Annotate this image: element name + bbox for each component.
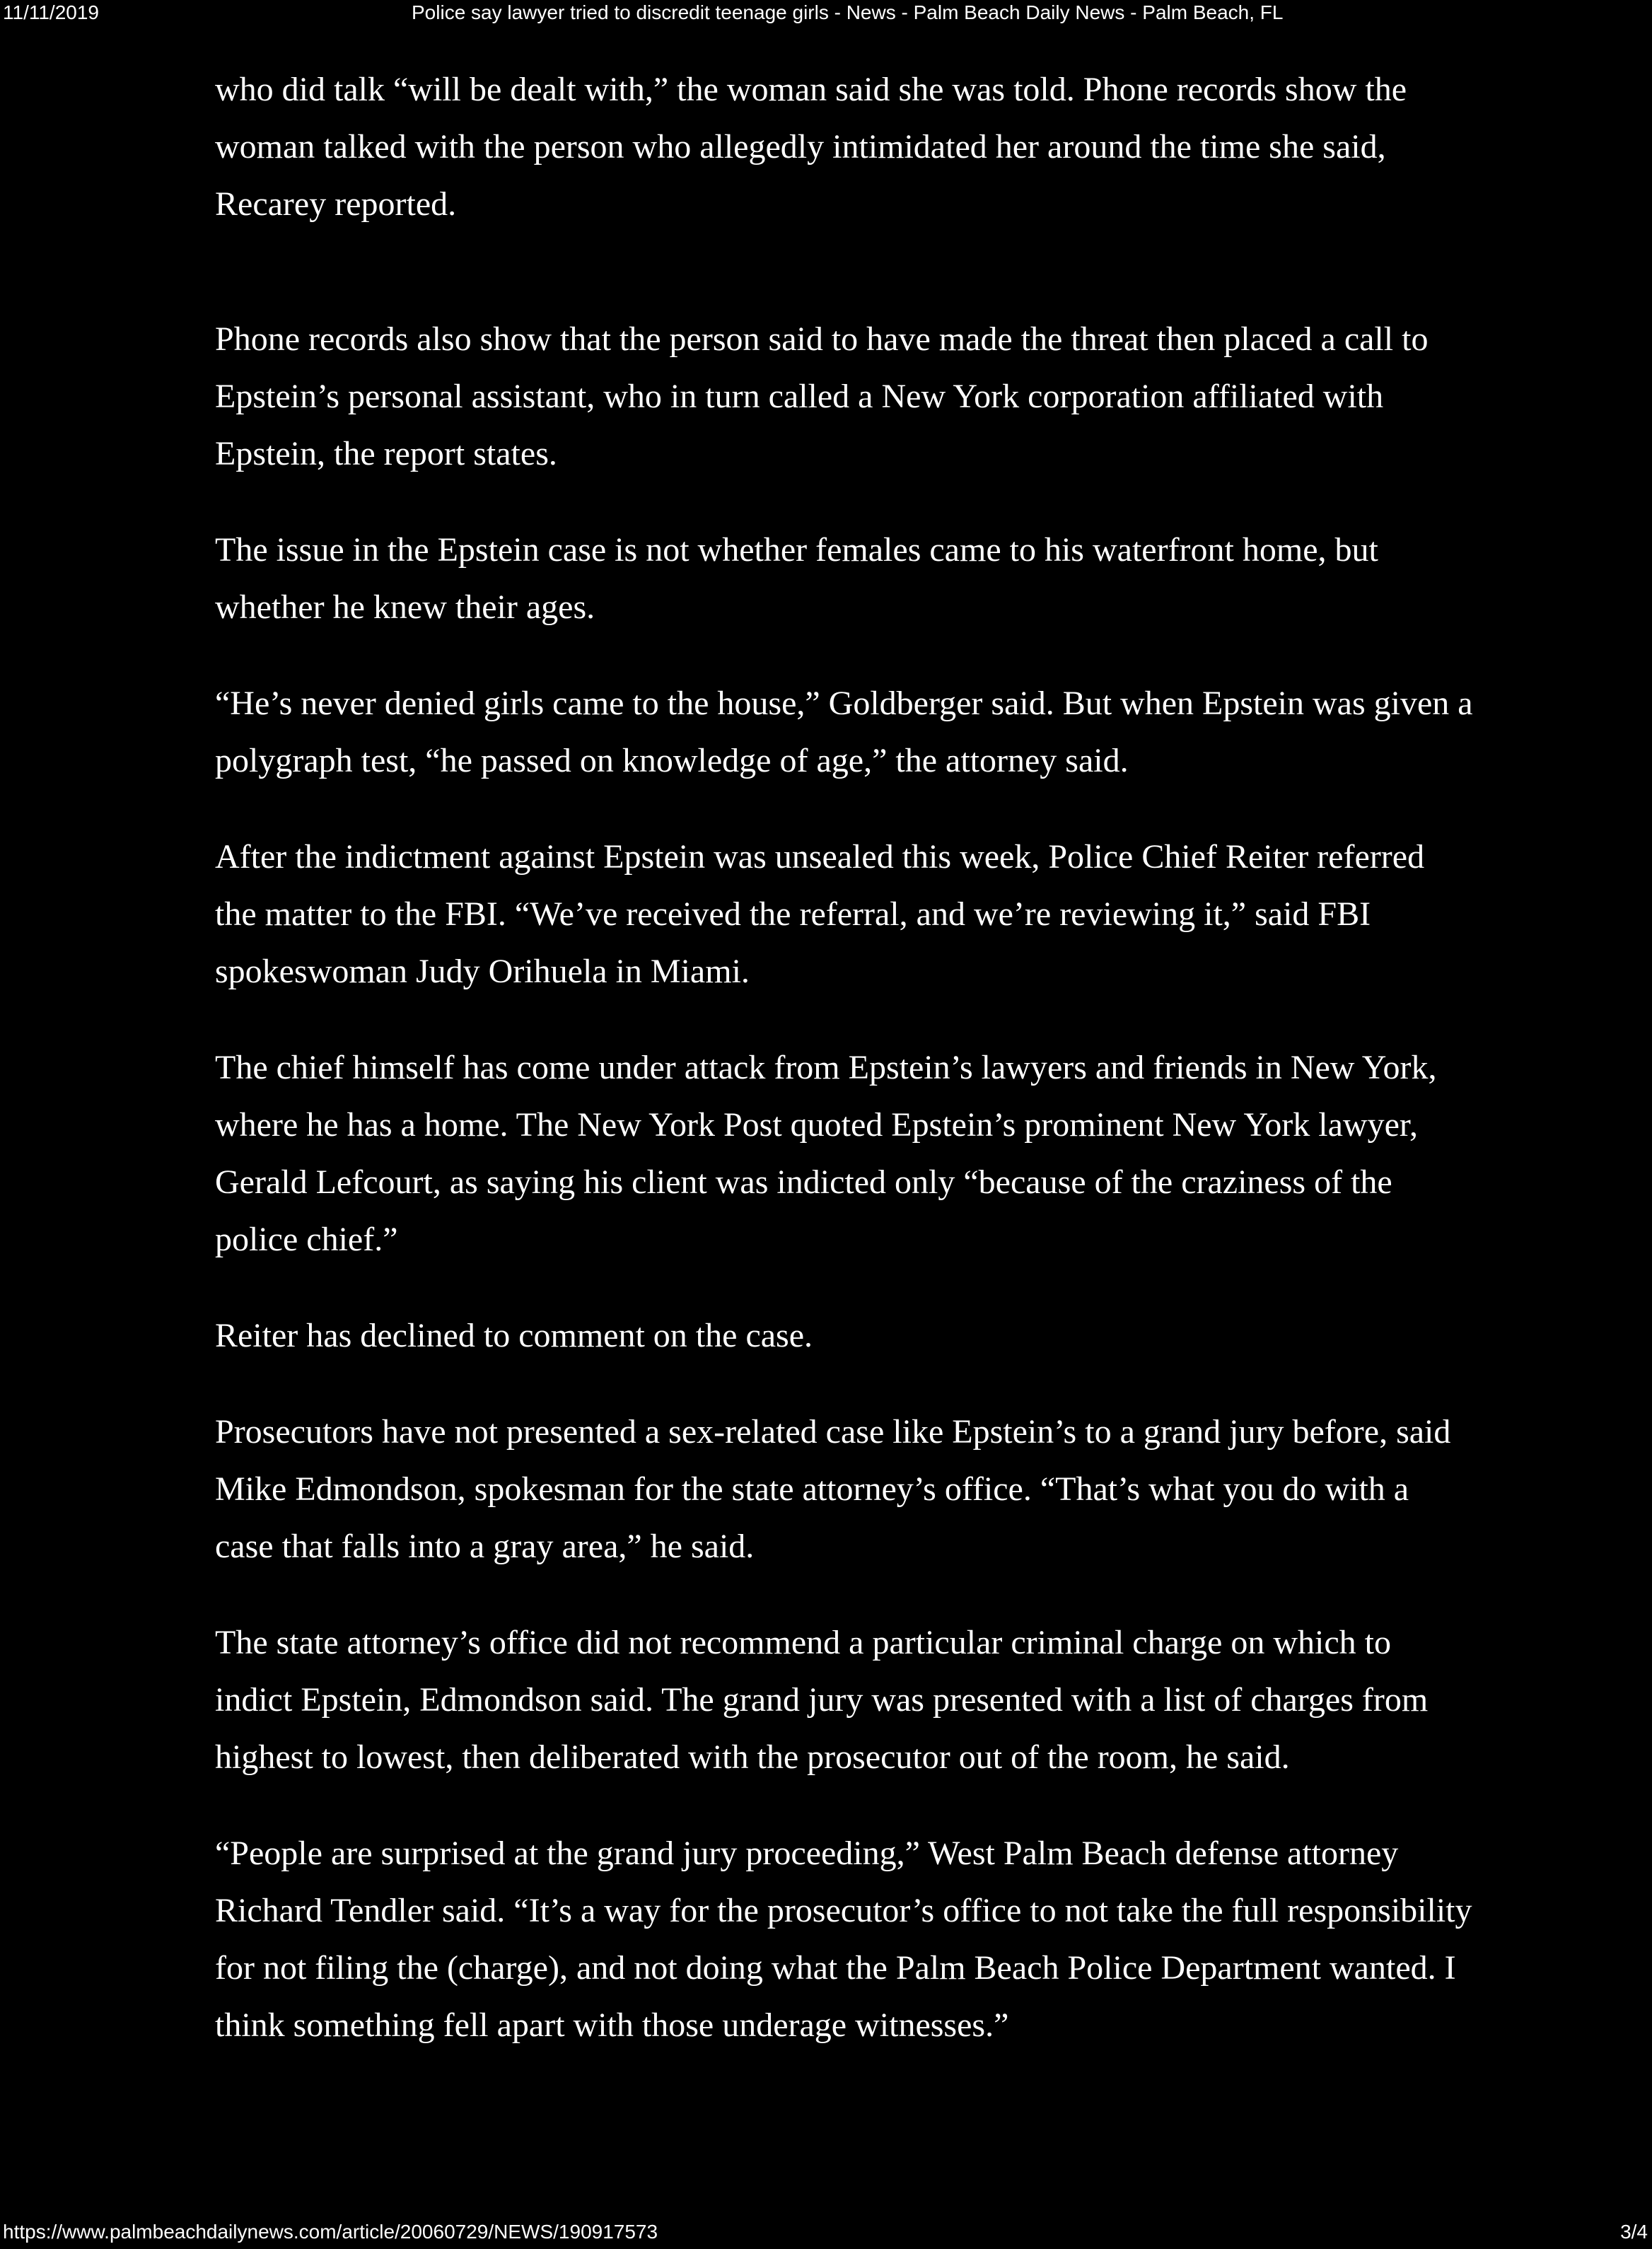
print-page-title: Police say lawyer tried to discredit teenage girls - News - Palm Beach Daily News - Palm Beach, FL xyxy=(412,1,1284,23)
article-paragraph: The issue in the Epstein case is not whether females came to his waterfront home, but whether he knew their ages. xyxy=(215,531,1378,626)
print-source-url: https://www.palmbeachdailynews.com/article/20060729/NEWS/190917573 xyxy=(3,2221,658,2243)
article-paragraph: Reiter has declined to comment on the case. xyxy=(215,1317,813,1354)
article-paragraph: Prosecutors have not presented a sex-related case like Epstein’s to a grand jury before, said Mike Edmondson, spokesman for the state attorney’s office. “That’s what you do with a case that falls into a gray area,” he said. xyxy=(215,1413,1451,1565)
print-footer xyxy=(0,2216,1652,2249)
article-paragraph: The state attorney’s office did not recommend a particular criminal charge on which to indict Epstein, Edmondson said. The grand jury was presented with a list of charges from highest to lowest, then deliberated with the prosecutor out of the room, he said. xyxy=(215,1624,1429,1776)
article-paragraph: who did talk “will be dealt with,” the woman said she was told. Phone records show the woman talked with the person who allegedly intimidated her around the time she said, Recarey reported. xyxy=(215,71,1407,223)
print-header xyxy=(0,0,1652,28)
article-paragraph: After the indictment against Epstein was unsealed this week, Police Chief Reiter referred the matter to the FBI. “We’ve received the referral, and we’re reviewing it,” said FBI spokeswoman Judy Orihuela in Miami. xyxy=(215,838,1425,990)
article-paragraph: “He’s never denied girls came to the house,” Goldberger said. But when Epstein was given a polygraph test, “he passed on knowledge of age,” the attorney said. xyxy=(215,685,1473,779)
article-paragraph: “People are surprised at the grand jury proceeding,” West Palm Beach defense attorney Richard Tendler said. “It’s a way for the prosecutor’s office to not take the full responsibility for not filing the (charge), and not doing what the Palm Beach Police Department wanted. I think something fell apart with those underage witnesses.” xyxy=(215,1835,1472,2044)
print-date: 11/11/2019 xyxy=(3,1,99,23)
article-paragraph: The chief himself has come under attack from Epstein’s lawyers and friends in New York, where he has a home. The New York Post quoted Epstein’s prominent New York lawyer, Gerald Lefcourt, as saying his client was indicted only “because of the craziness of the police chief.” xyxy=(215,1049,1437,1258)
print-page-number: 3/4 xyxy=(1620,2221,1648,2243)
article-paragraph: Phone records also show that the person said to have made the threat then placed a call to Epstein’s personal assistant, who in turn called a New York corporation affiliated with Epstein, the report states. xyxy=(215,320,1429,472)
article-body xyxy=(215,61,1474,2093)
